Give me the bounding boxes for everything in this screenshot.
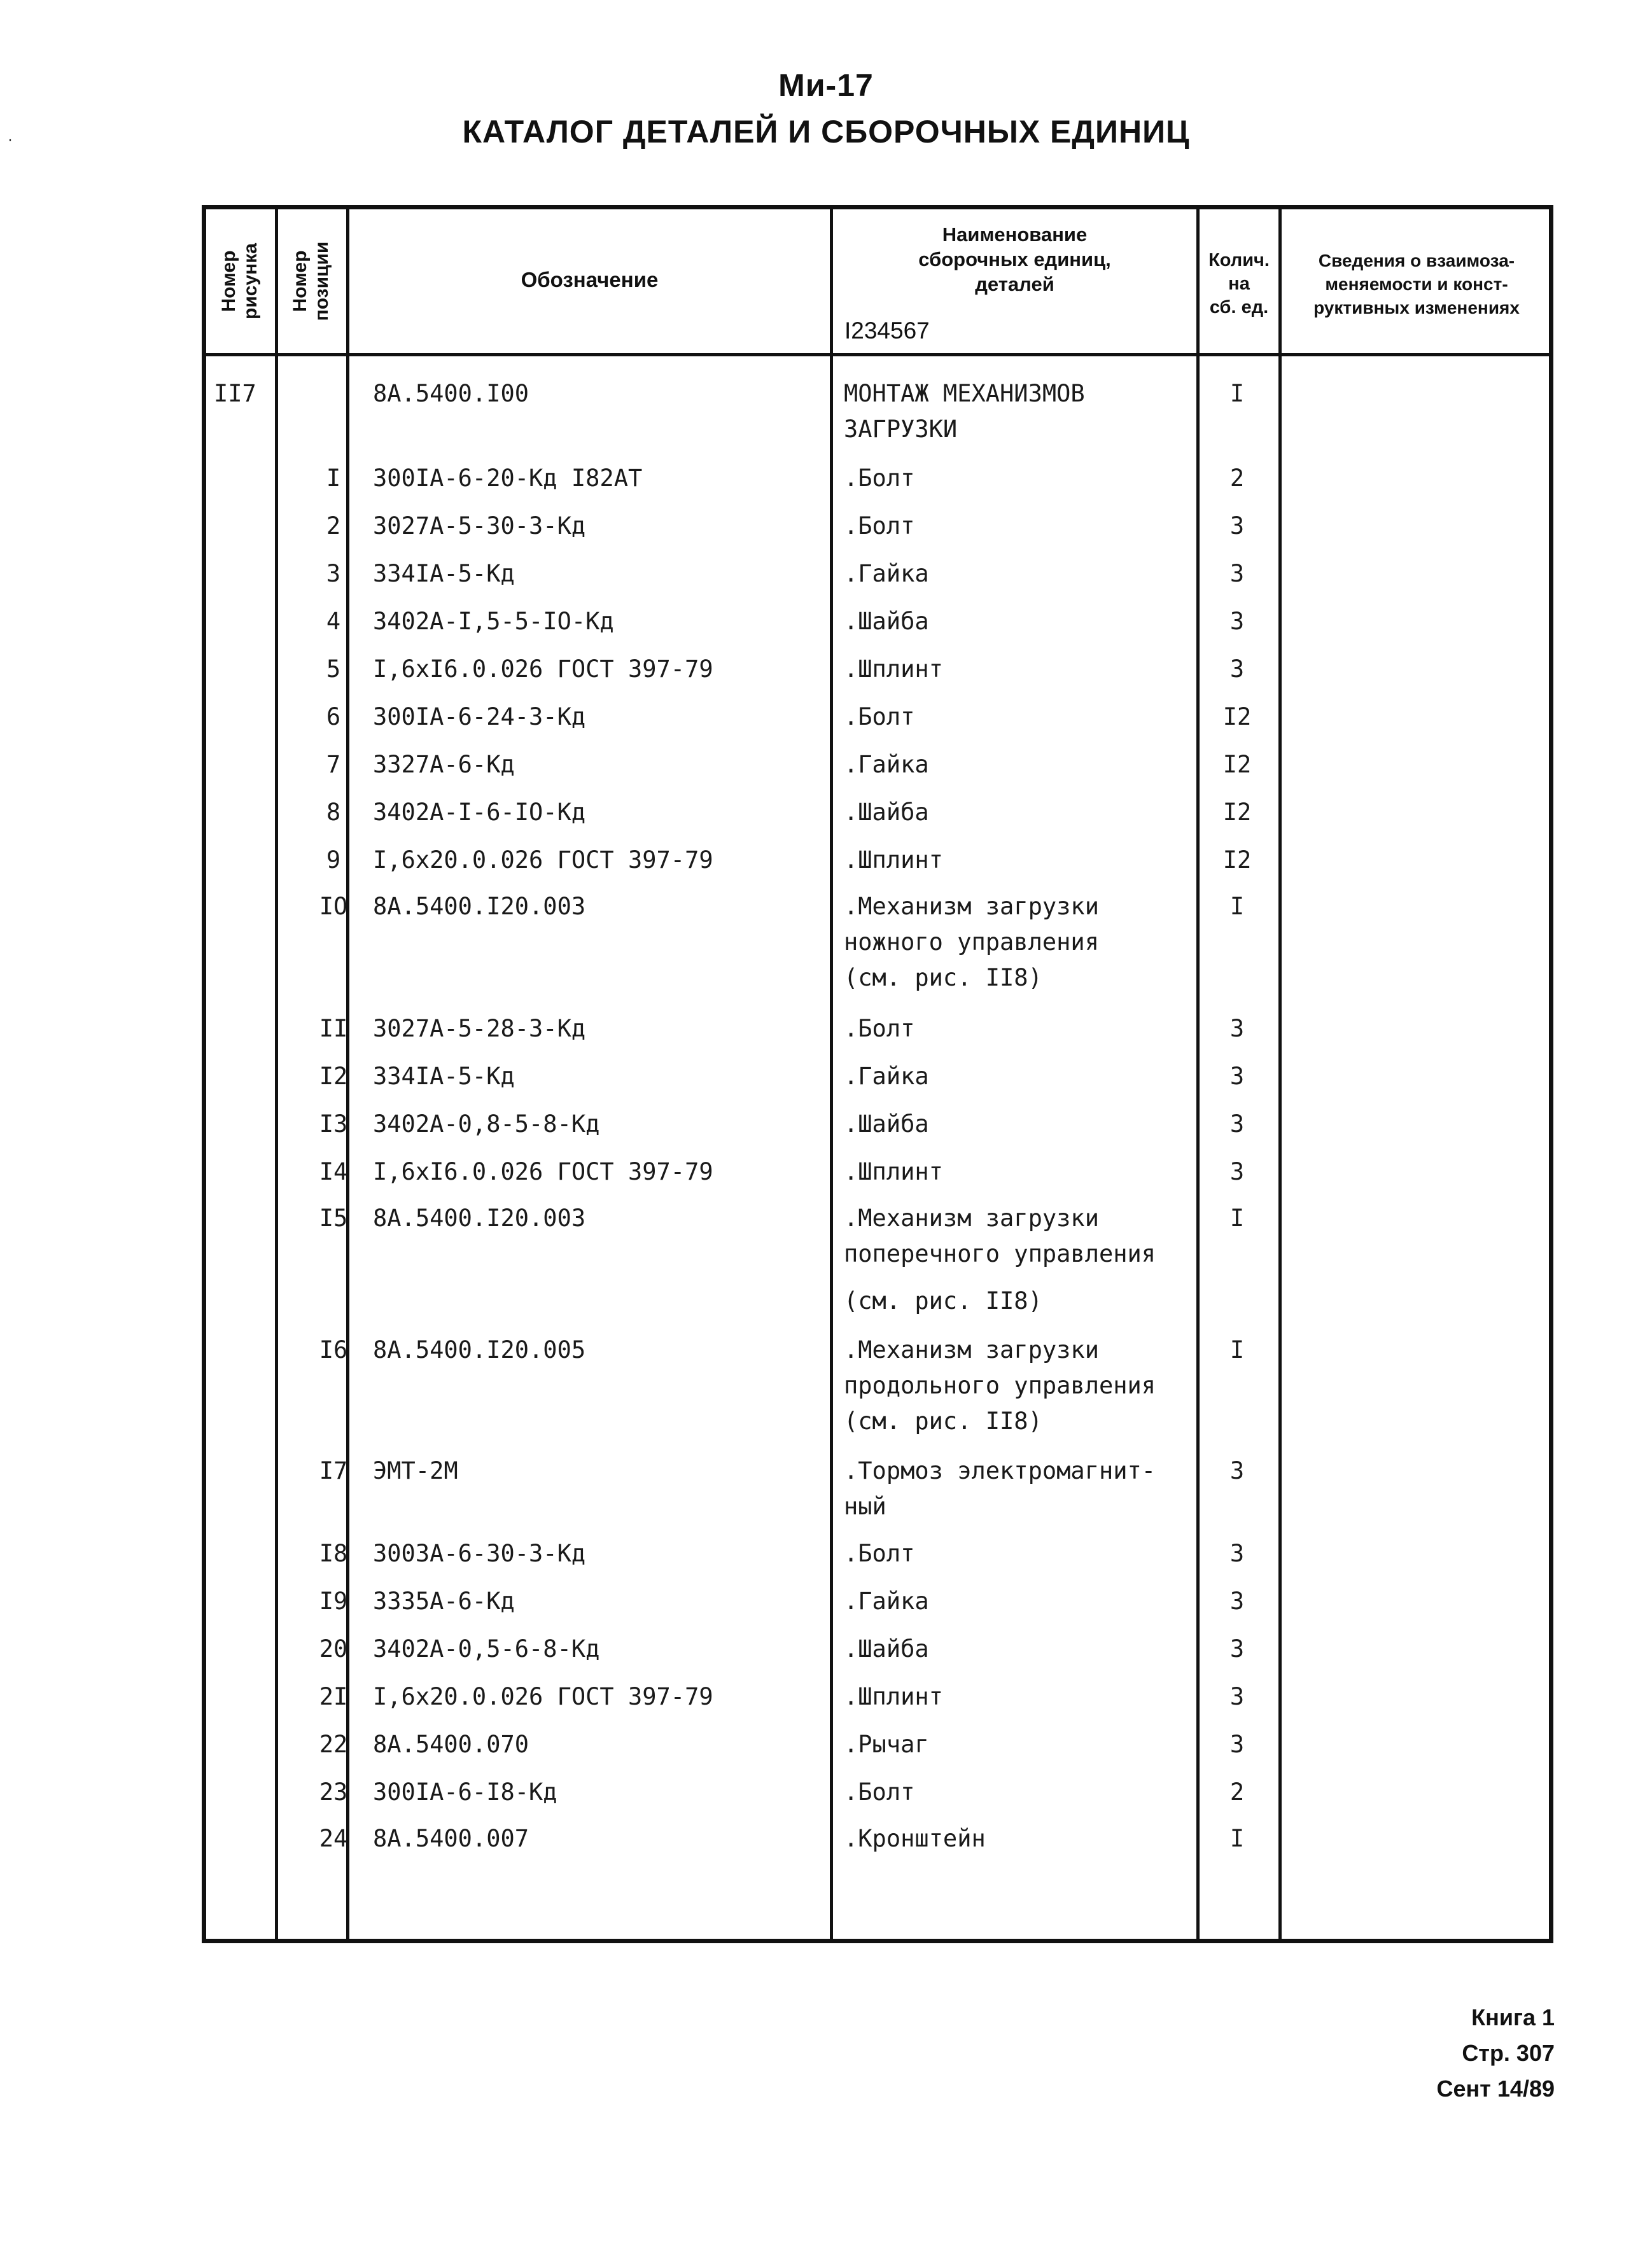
quantity: I2 — [1222, 751, 1252, 778]
col-divider — [830, 209, 833, 1939]
header-fig-number: Номер рисунка — [218, 243, 261, 319]
position-number: II — [319, 1015, 348, 1042]
quantity: 2 — [1229, 1778, 1245, 1806]
designation: 8A.5400.I20.003 — [373, 1204, 586, 1232]
designation: 3402A-0,8-5-8-Кд — [373, 1110, 600, 1138]
col-divider — [1278, 209, 1282, 1939]
footer-revision-date: Сент 14/89 — [1436, 2076, 1555, 2102]
item-name: .Шайба — [844, 1110, 929, 1138]
header-name: Наименование сборочных единиц, деталей — [918, 223, 1111, 295]
item-name: .Кронштейн — [844, 1825, 986, 1852]
header-interchangeability: Сведения о взаимоза- меняемости и конст- руктивных изменениях — [1313, 251, 1520, 318]
position-number: 2I — [319, 1683, 348, 1710]
footer-page-number: Стр. 307 — [1462, 2040, 1555, 2066]
quantity: 3 — [1229, 560, 1245, 587]
position-number: 2 — [326, 512, 341, 540]
item-name: .Болт — [844, 1015, 915, 1042]
position-number: 7 — [326, 751, 341, 778]
position-number: 8 — [326, 799, 341, 826]
item-name: .Шайба — [844, 1635, 929, 1663]
designation: 3027A-5-30-3-Кд — [373, 512, 586, 540]
designation: 3027A-5-28-3-Кд — [373, 1015, 586, 1042]
quantity: 3 — [1229, 1731, 1245, 1758]
designation: 300IA-6-24-3-Кд — [373, 703, 586, 730]
position-number: I4 — [319, 1158, 348, 1185]
designation: 3402A-0,5-6-8-Кд — [373, 1635, 600, 1663]
position-number: I3 — [319, 1110, 348, 1138]
header-quantity: Колич. на сб. ед. — [1208, 250, 1270, 318]
item-name: .Шплинт — [844, 846, 943, 874]
designation: 3327A-6-Кд — [373, 751, 515, 778]
position-number: 9 — [326, 846, 341, 874]
item-name: .Гайка — [844, 751, 929, 778]
position-number: 6 — [326, 703, 341, 730]
quantity: I — [1229, 1825, 1245, 1852]
item-name: .Гайка — [844, 1063, 929, 1090]
item-name: .Болт — [844, 1540, 915, 1567]
catalog-aircraft-title: Ми-17 — [778, 67, 874, 103]
designation: 3335A-6-Кд — [373, 1588, 515, 1615]
item-name: .Рычаг — [844, 1731, 929, 1758]
position-number: IO — [319, 893, 348, 920]
quantity: 3 — [1229, 1457, 1245, 1484]
item-name: .Шплинт — [844, 1158, 943, 1185]
designation: 8A.5400.I20.003 — [373, 893, 586, 920]
item-name: .Шплинт — [844, 655, 943, 683]
quantity: 3 — [1229, 1063, 1245, 1090]
position-number: 20 — [319, 1635, 348, 1663]
designation: 300IA-6-20-Кд I82AT — [373, 464, 643, 492]
quantity: 3 — [1229, 608, 1245, 635]
quantity: I — [1229, 380, 1245, 407]
position-number: 5 — [326, 655, 341, 683]
designation: 8A.5400.I00 — [373, 380, 529, 407]
designation: 3003A-6-30-3-Кд — [373, 1540, 586, 1567]
header-divider — [206, 353, 1549, 356]
quantity: I — [1229, 1204, 1245, 1232]
position-number: 4 — [326, 608, 341, 635]
position-number: I2 — [319, 1063, 348, 1090]
quantity: 3 — [1229, 1015, 1245, 1042]
quantity: 3 — [1229, 512, 1245, 540]
header-pos-number: Номер позиции — [290, 241, 332, 321]
margin-mark: · — [8, 131, 13, 148]
fig-number: II7 — [214, 380, 256, 407]
footer-book: Книга 1 — [1471, 2004, 1555, 2030]
position-number: 24 — [319, 1825, 348, 1852]
item-name: .Болт — [844, 703, 915, 730]
position-number: 22 — [319, 1731, 348, 1758]
item-name: .Механизм загрузки ножного управления (см. рис. II8) — [844, 893, 1099, 991]
designation: I,6xI6.0.026 ГОСТ 397-79 — [373, 655, 713, 683]
designation: 8A.5400.070 — [373, 1731, 529, 1758]
item-name: .Болт — [844, 464, 915, 492]
designation: 334IA-5-Кд — [373, 560, 515, 587]
col-divider — [275, 209, 278, 1939]
position-number: 23 — [319, 1778, 348, 1806]
position-number: I — [326, 464, 341, 492]
position-number: I7 — [319, 1457, 348, 1484]
designation: 3402A-I,5-5-IO-Кд — [373, 608, 614, 635]
position-number: 3 — [326, 560, 341, 587]
header-designation: Обозначение — [521, 268, 659, 291]
item-name: .Шайба — [844, 799, 929, 826]
item-name: .Гайка — [844, 1588, 929, 1615]
designation: 8A.5400.I20.005 — [373, 1336, 586, 1364]
designation: I,6x20.0.026 ГОСТ 397-79 — [373, 846, 713, 874]
header-name-code: I234567 — [844, 318, 930, 344]
quantity: I — [1229, 1336, 1245, 1364]
item-name: .Гайка — [844, 560, 929, 587]
parts-table — [202, 205, 1553, 1943]
quantity: I2 — [1222, 846, 1252, 874]
position-number: I9 — [319, 1588, 348, 1615]
designation: ЭМТ-2М — [373, 1457, 458, 1484]
quantity: 3 — [1229, 1683, 1245, 1710]
designation: 300IA-6-I8-Кд — [373, 1778, 557, 1806]
item-name: .Механизм загрузки продольного управления (см. рис. II8) — [844, 1336, 1156, 1435]
catalog-title: КАТАЛОГ ДЕТАЛЕЙ И СБОРОЧНЫХ ЕДИНИЦ — [462, 114, 1190, 150]
item-name: .Механизм загрузки поперечного управления (см. рис. II8) — [844, 1204, 1156, 1315]
item-name: МОНТАЖ МЕХАНИЗМОВ ЗАГРУЗКИ — [844, 380, 1085, 443]
quantity: 3 — [1229, 1635, 1245, 1663]
designation: I,6x20.0.026 ГОСТ 397-79 — [373, 1683, 713, 1710]
quantity: 3 — [1229, 655, 1245, 683]
quantity: 3 — [1229, 1540, 1245, 1567]
quantity: 2 — [1229, 464, 1245, 492]
item-name: .Шплинт — [844, 1683, 943, 1710]
quantity: 3 — [1229, 1588, 1245, 1615]
position-number: I6 — [319, 1336, 348, 1364]
item-name: .Болт — [844, 512, 915, 540]
designation: I,6xI6.0.026 ГОСТ 397-79 — [373, 1158, 713, 1185]
position-number: I5 — [319, 1204, 348, 1232]
item-name: .Болт — [844, 1778, 915, 1806]
position-number: I8 — [319, 1540, 348, 1567]
quantity: 3 — [1229, 1110, 1245, 1138]
item-name: .Тормоз электромагнит- ный — [844, 1457, 1156, 1520]
designation: 334IA-5-Кд — [373, 1063, 515, 1090]
quantity: I — [1229, 893, 1245, 920]
quantity: I2 — [1222, 703, 1252, 730]
designation: 3402A-I-6-IO-Кд — [373, 799, 586, 826]
item-name: .Шайба — [844, 608, 929, 635]
quantity: I2 — [1222, 799, 1252, 826]
quantity: 3 — [1229, 1158, 1245, 1185]
designation: 8A.5400.007 — [373, 1825, 529, 1852]
